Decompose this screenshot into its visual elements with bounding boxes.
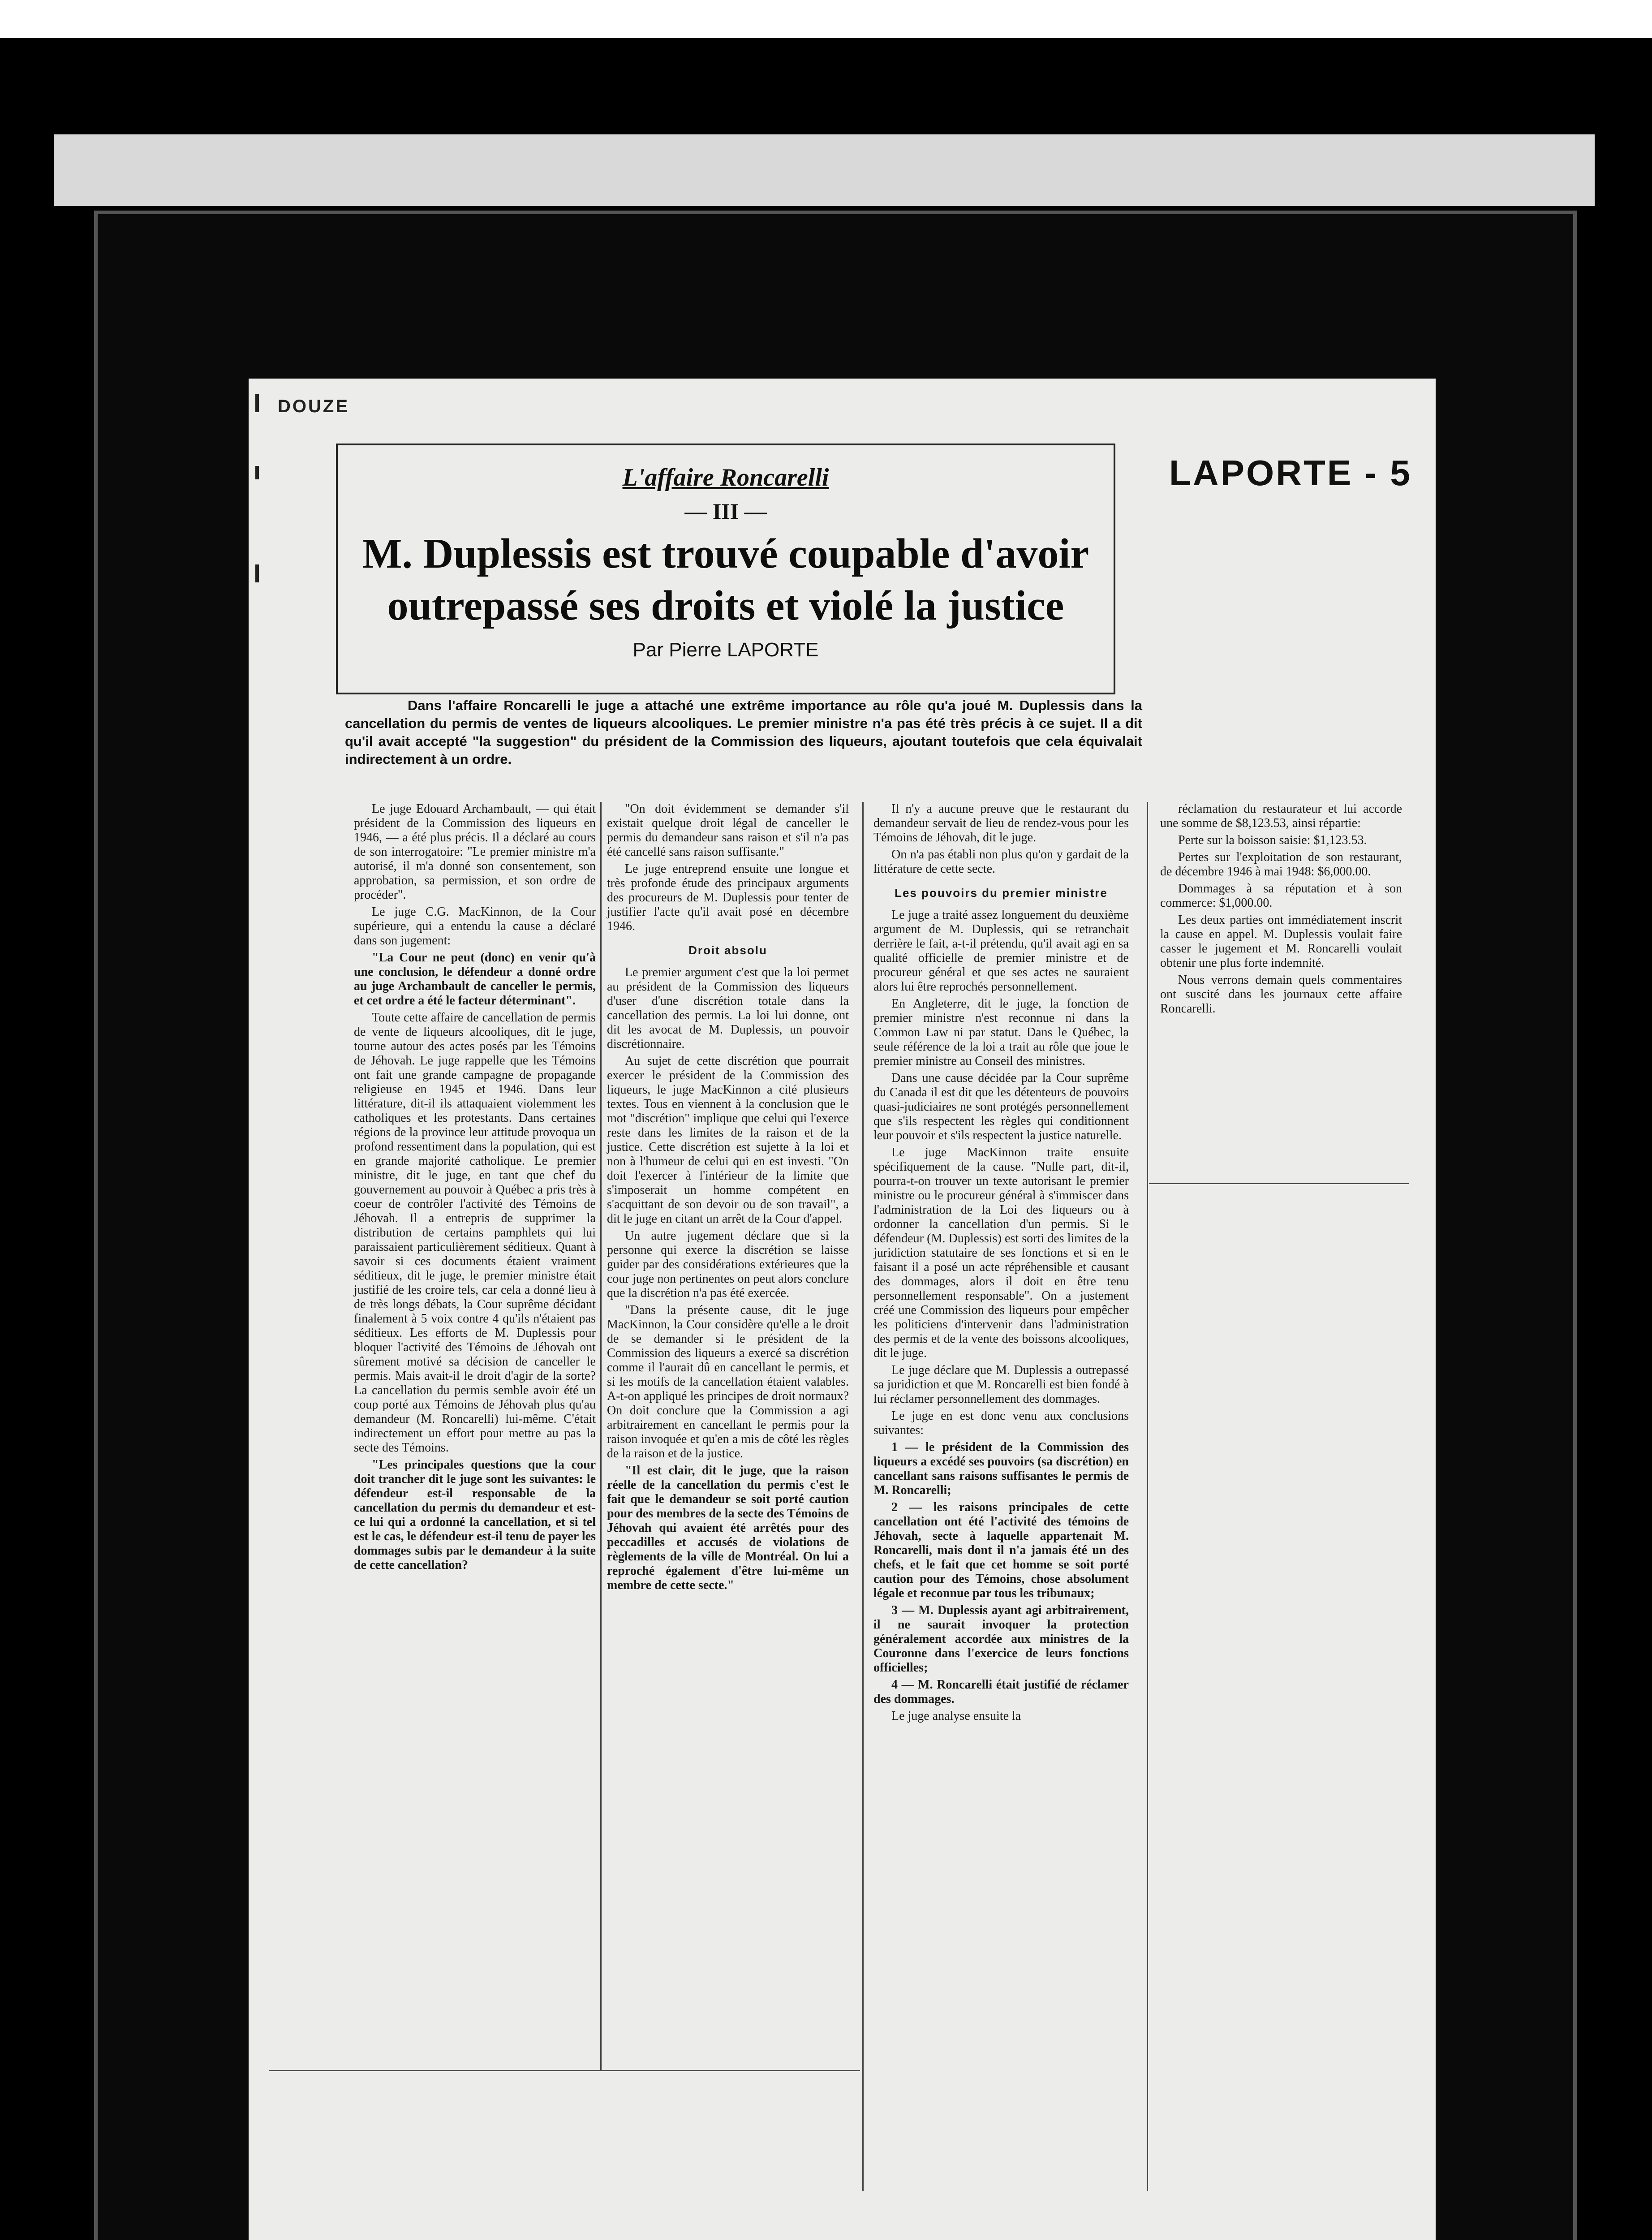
page-number: DOUZE [278,396,349,416]
paragraph: réclamation du restaurateur et lui accorde une somme de $8,123.53, ainsi répartie: [1160,802,1402,830]
paragraph: Le juge Edouard Archambault, — qui était président de la Commission des liqueurs en 1946, — a été plus précis. Il a déclaré au cours de son interrogatoire: "Le premier ministre m'a autorisé, il m'a donné son consentement, son approbation, sa permission, et son ordre de procéder". [354,802,596,902]
paragraph: Perte sur la boisson saisie: $1,123.53. [1178,833,1367,847]
list-item: 1 — le président de la Commission des liqueurs a excédé ses pouvoirs (sa discrétion) en cancellant sans raisons suffisantes le permis de M. Roncarelli; [873,1440,1129,1497]
subheading: Droit absolu [688,943,767,957]
paragraph: Le juge C.G. MacKinnon, de la Cour supérieure, qui a entendu la cause a déclaré dans son jugement: [354,905,596,948]
column-rule [1149,1183,1409,1184]
paragraph: Dommages à sa réputation et à son commerce: $1,000.00. [1160,882,1402,910]
paragraph: Toute cette affaire de cancellation de permis de vente de liqueurs alcooliques, dit le juge, tourne autour des actes posés par les Témoins de Jéhovah. Le juge rappelle que les Témoins ont fait une grande campagne de propagande religieuse en 1945 et 1946. Dans leur littérature, dit-il ils attaquaient violemment les catholiques et les protestants. Dans certaines régions de la province leur attitude provoqua un profond ressentiment dans la population, qui est en grande majorité catholique. Le premier ministre, dit le juge, en tant que chef du gouvernement au pouvoir à Québec a pris très à coeur de contrôler l'activité des Témoins de Jéhovah. Il a entrepris de supprimer la distribution de certains pamphlets qui lui paraissaient particulièrement séditieux. Quant à savoir si ces documents étaient vraiment séditieux, dit le juge, le premier ministre était justifié de les croire tels, car cela a donné lieu à de très longs débats, la Cour suprême décidant finalement à 5 voix contre 4 qu'ils n'étaient pas séditieux. Les efforts de M. Duplessis pour bloquer l'activité des Témoins de Jéhovah ont sûrement motivé sa décision de canceller le permis. Mais avait-il le droit d'agir de la sorte? La cancellation du permis semble avoir été un coup porté aux Témoins de Jéhovah plus qu'au demandeur (M. Roncarelli) lui-même. C'était indirectement un effort pour mettre au pas la secte des Témoins. [354,1011,596,1455]
part-number: — III — [684,499,767,524]
subheading: Les pouvoirs du premier ministre [895,886,1108,900]
paragraph: En Angleterre, dit le juge, la fonction de premier ministre n'est reconnue ni dans la Common Law ni par statut. Dans le Québec, la seule référence de la loi a trait au rôle que joue le premier ministre au Conseil des ministres. [873,997,1129,1068]
list-item: 2 — les raisons principales de cette cancellation ont été l'activité des témoins de Jéhovah, secte à laquelle appartenait M. Roncarelli, mais dont il n'a jamais été un des chefs, et le fait que cet homme se soit porté caution pour des Témoins, chose absolument légale et reconnue par tous les tribunaux; [873,1500,1129,1600]
quote-paragraph: "Les principales questions que la cour doit trancher dit le juge sont les suivantes: le défendeur est-il responsable de la cancellation du permis du demandeur et est-ce lui qui a ordonné la cancellation, et si tel est le cas, le défendeur est-il tenu de payer les dommages subis par le demandeur à la suite de cette cancellation? [354,1458,596,1572]
column-rule [1147,802,1148,2191]
margin-mark [255,564,259,582]
paragraph: Le juge MacKinnon traite ensuite spécifiquement de la cause. "Nulle part, dit-il, pourra-t-on trouver un texte autorisant le premier ministre ou le procureur général à s'immiscer dans l'administration de la Loi des liqueurs ou à ordonner la cancellation d'un permis. Si le défendeur (M. Duplessis) est sorti des limites de la juridiction statutaire de ses fonctions et si en le faisant il a posé un acte répréhensible et causant des dommages, alors il doit en être tenu personnellement responsable". On a justement créé une Commission des liqueurs pour empêcher les politiciens d'intervenir dans l'administration des permis et de la vente des boissons alcooliques, dit le juge. [873,1146,1129,1360]
article-column-1 [354,802,596,1575]
paragraph: Le premier argument c'est que la loi permet au président de la Commission des liqueurs d'user d'une discrétion totale dans la cancellation des permis. La loi lui donne, ont dit les avocat de M. Duplessis, un pouvoir discrétionnaire. [607,965,849,1051]
paragraph: Les deux parties ont immédiatement inscrit la cause en appel. M. Duplessis voulait faire casser le jugement et M. Roncarelli voulait obtenir une plus forte indemnité. [1160,913,1402,970]
paragraph: Nous verrons demain quels commentaires ont suscité dans les journaux cette affaire Roncarelli. [1160,973,1402,1016]
article-column-3 [873,802,1129,1726]
paragraph: Le juge déclare que M. Duplessis a outrepassé sa juridiction et que M. Roncarelli est bien fondé à lui réclamer personnellement des dommages. [873,1363,1129,1406]
handwritten-label: LAPORTE - 5 [1169,453,1412,493]
paragraph: Il n'y a aucune preuve que le restaurant du demandeur servait de lieu de rendez-vous pour les Témoins de Jéhovah, dit le juge. [873,802,1129,844]
lead-paragraph: Dans l'affaire Roncarelli le juge a attaché une extrême importance au rôle qu'a joué M. Duplessis dans la cancellation du permis de ventes de liqueurs alcooliques. Le premier ministre n'a pas été très précis à ce sujet. Il a dit qu'il avait accepté "la suggestion" du président de la Commission des liqueurs, ajoutant toutefois que cela équivalait indirectement à un ordre. [345,698,1142,767]
film-edge-strip [54,134,1595,206]
paragraph: Le juge a traité assez longuement du deuxième argument de M. Duplessis, qui se retranchait derrière le fait, a-t-il prétendu, qu'il avait agi en sa qualité officielle de premier ministre et de procureur général et que ses actes ne sauraient alors lui être reprochés personnellement. [873,908,1129,994]
byline: Par Pierre LAPORTE [632,639,819,661]
paragraph: Un autre jugement déclare que si la personne qui exerce la discrétion se laisse guider par des considérations extérieures que la cour juge non pertinentes on peut alors conclure que la discrétion n'a pas été exercée. [607,1229,849,1300]
paragraph: Au sujet de cette discrétion que pourrait exercer le président de la Commission des liqueurs, le juge MacKinnon a cité plusieurs textes. Tous en viennent à la conclusion que le mot "discrétion" implique que celui qui l'exerce reste dans les limites de la raison et de la justice. Cette discrétion est sujette à la loi et non à l'humeur de celui qui en est investi. "On doit l'exercer à l'intérieur de la limite que s'imposerait un homme compétent en s'acquittant de son devoir ou de son travail", a dit le juge en citant un arrêt de la Cour d'appel. [607,1054,849,1226]
paragraph: On n'a pas établi non plus qu'on y gardait de la littérature de cette secte. [873,848,1129,876]
headline-box [336,444,1115,694]
list-item: 4 — M. Roncarelli était justifié de réclamer des dommages. [873,1678,1129,1706]
paragraph: Le juge entreprend ensuite une longue et très profonde étude des principaux arguments des procureurs de M. Duplessis pour tenter de justifier l'acte qu'il avait posé en décembre 1946. [607,862,849,933]
quote-paragraph: "Il est clair, dit le juge, que la raison réelle de la cancellation du permis c'est le fait que le demandeur se soit porté caution pour des membres de la secte des Témoins de Jéhovah qui avaient été arrêtés pour des peccadilles et accusés de violations de règlements de la ville de Montréal. On lui a reproché également d'être lui-même un membre de cette secte." [607,1464,849,1592]
margin-mark [255,394,259,412]
paragraph: "Dans la présente cause, dit le juge MacKinnon, la Cour considère qu'elle a le droit de se demander si le président de la Commission des liqueurs a exercé sa discrétion comme il l'aurait dû en cancellant le permis, et si les motifs de la cancellation étaient valables. A-t-on appliqué les principes de droit normaux? On doit conclure que la Commission a agi arbitrairement en cancellant le permis pour la raison invoquée et qu'en a mis de côté les règles de la raison et de la justice. [607,1303,849,1460]
article-column-4 [1160,802,1402,1019]
column-rule [269,2070,860,2071]
margin-mark [255,466,259,479]
paragraph: Le juge en est donc venu aux conclusions suivantes: [873,1409,1129,1437]
column-rule [862,802,864,2191]
paragraph: Pertes sur l'exploitation de son restaurant, de décembre 1946 à mai 1948: $6,000.00. [1160,850,1402,879]
paragraph: "On doit évidemment se demander s'il existait quelque droit légal de canceller le permis du demandeur sans raison et s'il n'a pas été cancellé sans raison suffisante." [607,802,849,859]
headline: M. Duplessis est trouvé coupable d'avoir outrepassé ses droits et violé la justice [362,530,1089,629]
paragraph: Dans une cause décidée par la Cour suprême du Canada il est dit que les détenteurs de pouvoirs quasi-judiciaires ne sont protégés personnellement que s'ils respectent les règles qui conditionnent leur pouvoir et s'ils respectent la justice naturelle. [873,1071,1129,1142]
quote-paragraph: "La Cour ne peut (donc) en venir qu'à une conclusion, le défendeur a donné ordre au juge Archambault de canceller le permis, et cet ordre a été le facteur déterminant". [354,951,596,1008]
column-rule [600,802,602,2070]
article-column-2 [607,802,849,1595]
series-kicker: L'affaire Roncarelli [622,464,829,491]
list-item: 3 — M. Duplessis ayant agi arbitrairement, il ne saurait invoquer la protection généralement accordée aux ministres de la Couronne dans l'exercice de leurs fonctions officielles; [873,1603,1129,1675]
paragraph: Le juge analyse ensuite la [891,1709,1021,1723]
